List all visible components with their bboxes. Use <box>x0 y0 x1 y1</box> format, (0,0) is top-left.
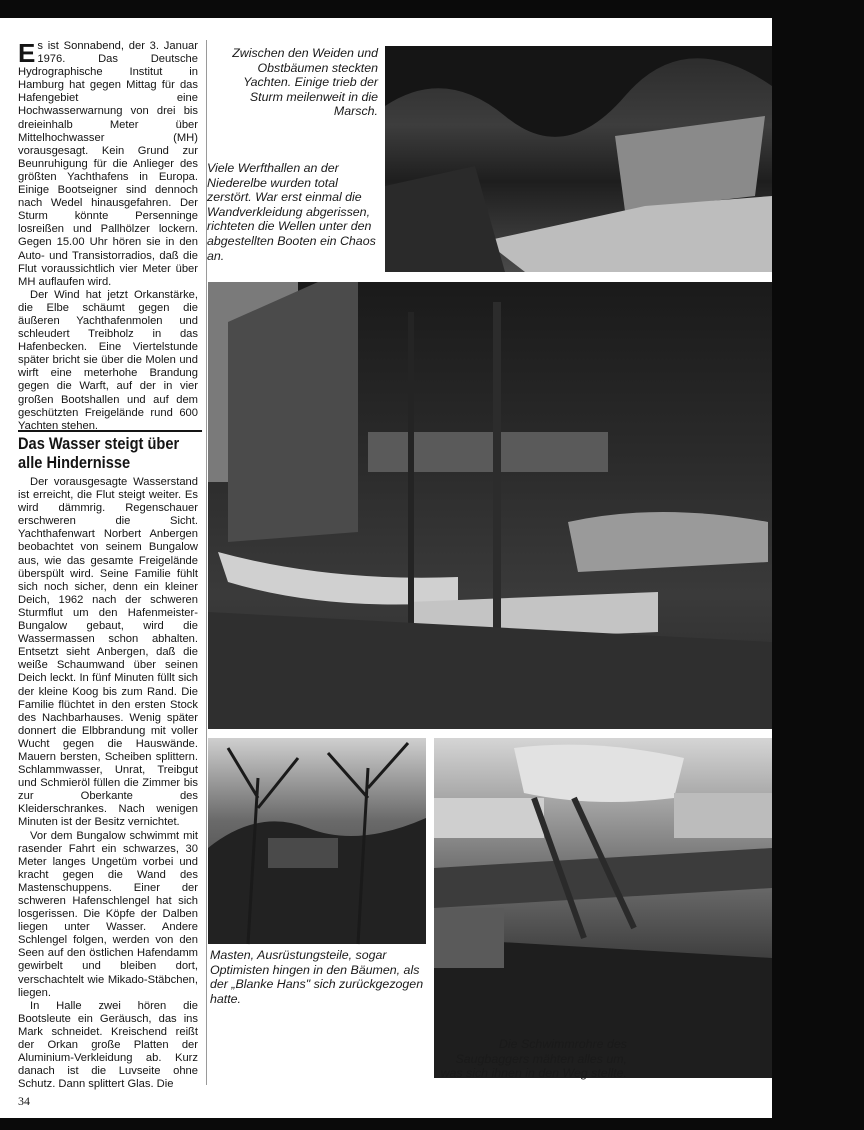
article-paragraph-5: In Halle zwei hören die Bootsleute ein Geräusch, das ins Mark schneidet. Kreischend reißt der Orkan große Platten der Aluminium-Verkleidung ab. Kurz danach ist die Luvseite ohne Schutz. Dann splittert Glas. Die <box>18 999 198 1091</box>
drop-cap: E <box>18 38 36 68</box>
caption-dredger-pipes: Die Schwimmrohre des Saugbaggers mähten alles um, was sich ihnen in den Weg stellte. <box>440 1037 627 1081</box>
caption-yachts-in-trees: Zwischen den Weiden und Obstbäumen steckten Yachten. Einige trieb der Sturm meilenweit in die Marsch. <box>232 46 378 119</box>
photo-dredger-pipes <box>434 738 772 1078</box>
photo-bare-trees <box>208 738 426 944</box>
scan-border-top <box>0 0 864 18</box>
section-heading: Das Wasser steigt über alle Hindernisse <box>18 430 202 472</box>
caption-masts-in-trees: Masten, Ausrüstungsteile, sogar Optimisten hingen in den Bäumen, als der „Blanke Hans" sich zurückgezogen hatte. <box>210 948 424 1006</box>
article-paragraph-3: Der vorausgesagte Wasserstand ist erreicht, die Flut steigt weiter. Es wird dämmrig. Regenschauer erschweren die Sicht. Yachthafenwart Norbert Anbergen beobachtet von seinem Bungalow aus, wie das gesamte Freigelände überspült wird. Seine Familie fühlt sich noch sicher, denn ein kleiner Deich, 1962 nach der schweren Sturmflut um den Hafenmeister-Bungalow gebaut, wird die Wassermassen schon abhalten. Entsetzt sieht Anbergen, daß die weiße Schaumwand über seinen Deich leckt. In fünf Minuten füllt sich der kleine Koog bis zum Rand. Die Familie flüchtet in den ersten Stock des Nachbarhauses. Wenig später donnert die Elbbrandung mit voller Wucht gegen die Hauswände. Mauern bersten, Scheiben splittern. Schlammwasser, Unrat, Treibgut und Schmieröl füllen die Zimmer bis zur Oberkante des Kleiderschrankes. Nach wenigen Minuten ist der Besitz vernichtet. <box>18 476 198 829</box>
article-column-lower <box>18 476 198 1091</box>
photo-dredger-pipes-drawing <box>434 738 772 1078</box>
photo-destroyed-boat-hall-drawing <box>208 282 772 729</box>
photo-yachts-in-trees-drawing <box>385 46 772 272</box>
article-paragraph-2: Der Wind hat jetzt Orkanstärke, die Elbe schäumt gegen die äußeren Yachthafenmolen und schleudert Treibholz in das Hafenbecken. Eine Viertelstunde später bricht sie über die Molen und wirft eine meterhohe Brandung gegen die Warft, auf der in vier großen Bootshallen und auf dem geschützten Freigelände rund 600 Yachten stehen. <box>18 288 198 432</box>
page-number: 34 <box>18 1094 30 1108</box>
article-column-upper <box>18 38 198 432</box>
article-paragraph-1 <box>18 40 198 289</box>
scan-border-bottom <box>0 1118 864 1130</box>
photo-bare-trees-drawing <box>208 738 426 944</box>
article-paragraph-1-text: s ist Sonnabend, der 3. Januar 1976. Das Deutsche Hydrographische Institut in Hamburg hat gegen Mittag für das Hafengebiet eine Hochwasserwarnung von drei bis dreieinhalb Meter über Mittelhochwasser (MH) vorausgesagt. Kein Grund zur Beunruhigung für die Anlieger des größten Yachthafens in Europa. Einige Bootseigner sind dennoch nach Wedel hinausgefahren. Der Sturm könnte Persenninge losreißen und Pallhölzer lockern. Gegen 15.00 Uhr hören sie in den Auto- und Transistorradios, daß die Flut voraussichtlich vier Meter über MH auflaufen wird. <box>18 40 198 288</box>
photo-destroyed-boat-hall <box>208 282 772 729</box>
article-paragraph-4: Vor dem Bungalow schwimmt mit rasender Fahrt ein schwarzes, 30 Meter langes Ungetüm vorbei und kracht gegen die Wand des Mastenschuppens. Einer der schweren Hafenschlengel hat sich losgerissen. Die Köpfe der Dalben liegen unter Wasser. Andere Schlengel folgen, werden von den Seen auf den östlichen Hafendamm gewirbelt und bleiben dort, verschachtelt wie Mikado-Stäbchen, liegen. <box>18 829 198 999</box>
photo-yachts-in-trees <box>385 46 772 272</box>
scan-border-right <box>772 0 864 1130</box>
caption-boat-halls: Viele Werfthallen an der Niederelbe wurden total zerstört. War erst einmal die Wandverkleidung abgerissen, richteten die Wellen unter den abgestellten Booten ein Chaos an. <box>207 161 376 263</box>
